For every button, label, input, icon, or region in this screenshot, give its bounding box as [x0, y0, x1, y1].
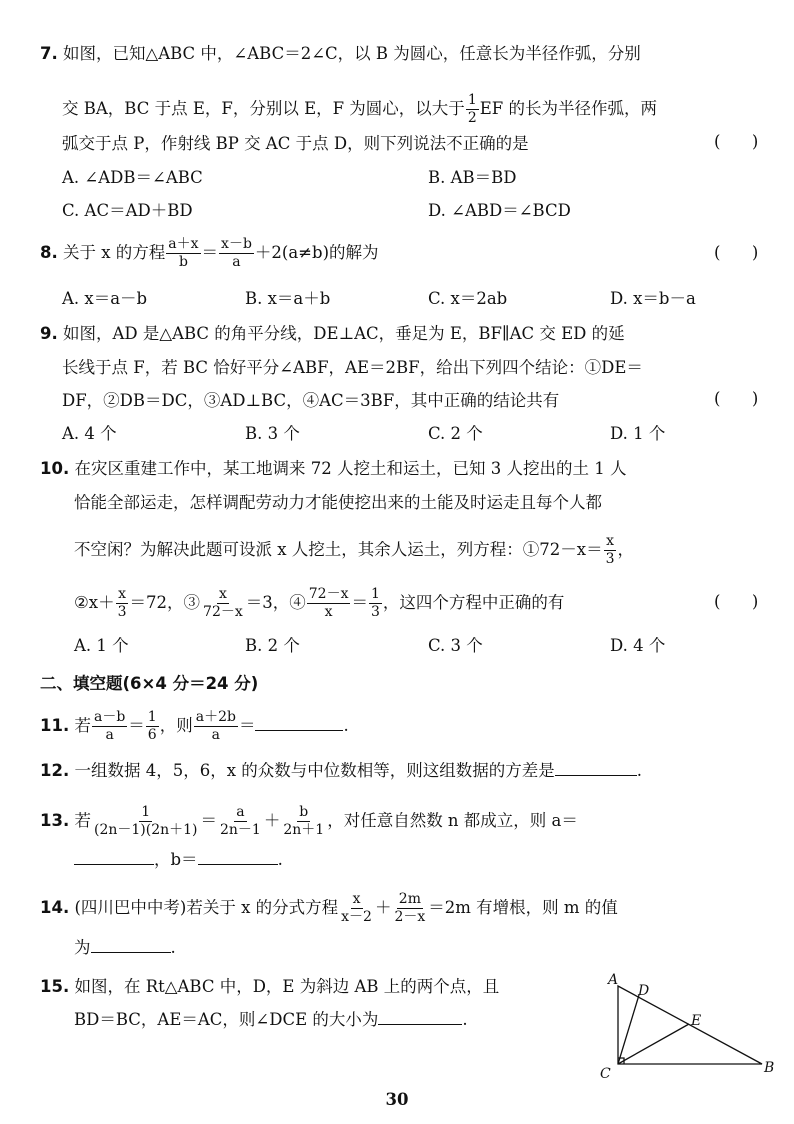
q10-option-c: C. 3 个 [428, 636, 483, 655]
q13-answer-blank-a[interactable] [74, 863, 154, 865]
label-d: D [638, 983, 650, 999]
q10-fraction-2 [201, 586, 245, 621]
q10-f1-num: x [118, 586, 127, 602]
q13-line2 [74, 848, 283, 872]
q7-text-2a: 交 BA，BC 于点 E，F，分别以 E，F 为圆心，以大于 [62, 99, 465, 118]
q7-frac-num: 1 [467, 92, 477, 108]
q15-line2 [74, 1008, 468, 1032]
q11-end: . [343, 716, 349, 735]
q13-fraction-2 [218, 804, 263, 839]
q9-line1 [40, 322, 625, 346]
q8-text-pre: 关于 x 的方程 [63, 243, 166, 262]
q10-text-4a: ②x＋ [74, 593, 115, 612]
q14-f2-den: 2－x [394, 909, 426, 925]
q9-option-c: C. 2 个 [428, 424, 483, 443]
q15-text-1: 如图，在 Rt△ABC 中，D，E 为斜边 AB 上的两个点，且 [74, 977, 500, 996]
q8-answer-paren[interactable]: ( ) [714, 243, 759, 262]
q10-f4-num: 1 [370, 586, 380, 602]
label-b: B [764, 1060, 775, 1076]
page-number: 30 [385, 1090, 409, 1109]
q10-text-3b: ， [617, 540, 635, 559]
q10-line1 [40, 457, 626, 481]
q8-frac2-den: a [232, 254, 241, 270]
q10-text-4b: ＝72，③ [129, 593, 201, 612]
q7-answer-paren[interactable]: ( ) [714, 132, 759, 151]
q10-line4 [74, 586, 564, 621]
q10-f1-den: 3 [117, 604, 127, 620]
q14-f1-den: x－2 [341, 909, 372, 925]
q7-text-2b: EF 的长为半径作弧，两 [479, 99, 657, 118]
q11-answer-blank[interactable] [255, 729, 343, 731]
q14-f1-num: x [352, 891, 361, 907]
q13-answer-blank-b[interactable] [198, 863, 278, 865]
q7-line3 [62, 132, 529, 156]
q13-fraction-3 [281, 804, 326, 839]
q10-f2-num: x [218, 586, 227, 602]
q14-text-2: 为 [74, 938, 91, 957]
q10-f2-den: 72－x [203, 604, 243, 620]
q11-f3-num: a＋2b [195, 709, 236, 725]
q8-fraction-2 [219, 236, 254, 271]
q7-text-1: 如图，已知△ABC 中，∠ABC＝2∠C，以 B 为圆心，任意长为半径作弧，分别 [63, 44, 641, 63]
q9-option-a: A. 4 个 [62, 424, 117, 443]
q9-option-b: B. 3 个 [245, 424, 300, 443]
q11-number: 11. [40, 716, 70, 735]
q13-f2-den: 2n－1 [220, 822, 261, 838]
q14-plus: ＋ [374, 898, 392, 917]
q10-text-3a: 不空闲？为解决此题可设派 x 人挖土，其余人运土，列方程：①72－x＝ [74, 540, 603, 559]
q11-text-post: ＝ [238, 716, 256, 735]
q15-line1 [40, 975, 499, 999]
q8-equals: ＝ [201, 243, 219, 262]
q7-option-b: B. AB＝BD [428, 168, 517, 187]
q8-option-a: A. x＝a－b [62, 289, 148, 308]
q15-text-2: BD＝BC，AE＝AC，则∠DCE 的大小为 [74, 1010, 379, 1029]
q8-line1 [40, 236, 379, 271]
q9-option-d: D. 1 个 [610, 424, 666, 443]
q10-answer-paren[interactable]: ( ) [714, 592, 759, 611]
q11-fraction-3 [194, 709, 238, 744]
label-a: A [608, 972, 619, 988]
q10-f4-den: 3 [370, 604, 380, 620]
q10-fa-num: x [606, 533, 615, 549]
q13-f3-den: 2n＋1 [283, 822, 325, 838]
q12-answer-blank[interactable] [555, 774, 637, 776]
q12-end: . [636, 761, 643, 780]
q13-text-mid: ，b＝ [154, 850, 198, 869]
q8-frac1-num: a＋x [168, 236, 199, 252]
q14-number: 14. [40, 898, 70, 917]
q8-text-post: ＋2(a≠b)的解为 [254, 243, 379, 262]
q13-f2-num: a [236, 804, 245, 820]
q14-end: . [170, 938, 176, 957]
q14-text-pre: (四川巴中中考)若关于 x 的分式方程 [74, 898, 339, 917]
q10-text-1: 在灾区重建工作中，某工地调来 72 人挖土和运土，已知 3 人挖出的土 1 人 [74, 459, 627, 478]
q7-option-a: A. ∠ADB＝∠ABC [62, 168, 203, 187]
q8-frac1-den: b [178, 254, 188, 270]
q7-line2 [62, 92, 657, 127]
q10-text-4e: ，这四个方程中正确的有 [382, 593, 565, 612]
q8-fraction-1 [166, 236, 200, 271]
q14-f2-num: 2m [398, 891, 421, 907]
q8-option-b: B. x＝a＋b [245, 289, 331, 308]
q12-text: 一组数据 4，5，6，x 的众数与中位数相等，则这组数据的方差是 [74, 761, 555, 780]
q7-line1 [40, 42, 641, 66]
q15-answer-blank[interactable] [378, 1023, 462, 1025]
q13-line1 [40, 804, 578, 839]
q10-fraction-4 [369, 586, 382, 621]
q9-text-1: 如图，AD 是△ABC 的角平分线，DE⊥AC，垂足为 E，BF∥AC 交 ED 的延 [63, 324, 625, 343]
q10-option-d: D. 4 个 [610, 636, 666, 655]
q10-line3 [74, 533, 634, 568]
q14-line2 [74, 936, 176, 960]
q11-text-mid: ，则 [159, 716, 193, 735]
q11-f3-den: a [211, 727, 220, 743]
q15-number: 15. [40, 977, 70, 996]
q10-text-4d: ＝ [351, 593, 368, 612]
q14-fraction-2 [392, 891, 427, 926]
q12-number: 12. [40, 761, 70, 780]
q14-line1 [40, 891, 618, 926]
q10-fraction-1 [116, 586, 129, 621]
q11-text-pre: 若 [74, 716, 91, 735]
q15-triangle-figure [590, 968, 790, 1084]
q8-option-c: C. x＝2ab [428, 289, 508, 308]
q11-equals: ＝ [128, 716, 145, 735]
q10-fa-den: 3 [605, 551, 615, 567]
q14-fraction-1 [339, 891, 374, 926]
q11-f1-num: a－b [93, 709, 126, 725]
q13-number: 13. [40, 811, 70, 830]
q14-text-post: ＝2m 有增根，则 m 的值 [428, 898, 618, 917]
q8-option-d: D. x＝b－a [610, 289, 696, 308]
q11-fraction-1 [92, 709, 127, 744]
q14-answer-blank[interactable] [91, 951, 171, 953]
q13-text-post: ，对任意自然数 n 都成立，则 a＝ [327, 811, 578, 830]
q9-answer-paren[interactable]: ( ) [714, 389, 759, 408]
q7-option-c: C. AC＝AD＋BD [62, 201, 193, 220]
q9-line2: 长线于点 F，若 BC 恰好平分∠ABF，AE＝2BF，给出下列四个结论：①DE＝ [62, 358, 643, 377]
q11-f2-den: 6 [147, 727, 157, 743]
q7-number: 7. [40, 44, 58, 63]
q7-option-d: D. ∠ABD＝∠BCD [428, 201, 571, 220]
q7-frac-den: 2 [467, 110, 477, 126]
label-c: C [600, 1066, 611, 1082]
q13-f1-num: 1 [141, 804, 151, 820]
q11-fraction-2 [146, 709, 159, 744]
q10-line2: 恰能全部运走，怎样调配劳动力才能使挖出来的土能及时运走且每个人都 [74, 493, 602, 512]
q10-option-b: B. 2 个 [245, 636, 300, 655]
q13-text-pre: 若 [74, 811, 91, 830]
q7-text-3: 弧交于点 P，作射线 BP 交 AC 于点 D，则下列说法不正确的是 [62, 134, 529, 153]
q13-fraction-1 [92, 804, 200, 839]
q10-text-4c: ＝3，④ [245, 593, 306, 612]
q8-number: 8. [40, 243, 58, 262]
q10-option-a: A. 1 个 [74, 636, 129, 655]
q12-line [40, 759, 642, 783]
q10-fraction-3 [307, 586, 351, 621]
q8-frac2-num: x－b [221, 236, 252, 252]
q11-f1-den: a [105, 727, 114, 743]
q13-f1-den: (2n－1)(2n＋1) [93, 822, 198, 838]
q13-f3-num: b [299, 804, 309, 820]
q11-line [40, 709, 349, 744]
q11-f2-num: 1 [147, 709, 157, 725]
q9-number: 9. [40, 324, 58, 343]
q10-f3-num: 72－x [308, 586, 349, 602]
q10-number: 10. [40, 459, 70, 478]
q13-end: . [277, 850, 283, 869]
q13-equals: ＝ [200, 811, 217, 830]
q7-fraction [466, 92, 479, 127]
q9-line3: DF，②DB＝DC，③AD⊥BC，④AC＝3BF，其中正确的结论共有 [62, 391, 560, 410]
label-e: E [691, 1013, 702, 1029]
q15-end: . [462, 1010, 468, 1029]
q10-fraction-a [604, 533, 617, 568]
q10-f3-den: x [324, 604, 333, 620]
section-heading-fill-blank: 二、填空题(6×4 分＝24 分) [40, 674, 259, 693]
q13-plus: ＋ [263, 811, 281, 830]
